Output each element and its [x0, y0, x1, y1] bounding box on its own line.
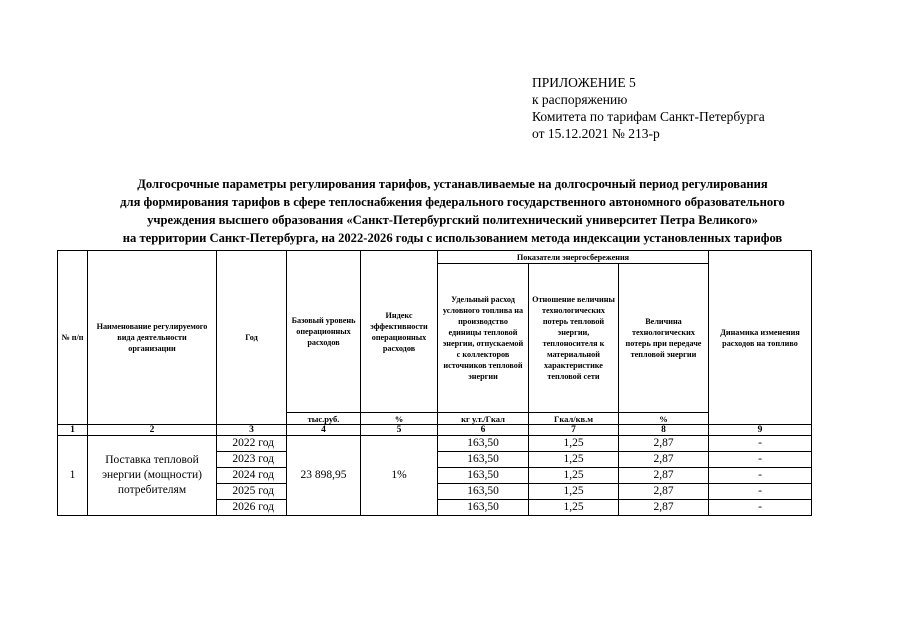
header-energy-group: Показатели энергосбережения	[438, 251, 709, 264]
appendix-line: от 15.12.2021 № 213-р	[532, 126, 660, 141]
row-base: 23 898,95	[287, 436, 361, 516]
unit-index: %	[361, 413, 438, 425]
row-ratio: 1,25	[529, 500, 619, 516]
header-num: № п/п	[58, 251, 88, 425]
unit-fuel: кг у.т./Гкал	[438, 413, 529, 425]
row-ratio: 1,25	[529, 452, 619, 468]
header-index: Индекс эффективности операционных расходов	[361, 251, 438, 413]
column-number: 3	[217, 425, 287, 436]
row-ratio: 1,25	[529, 436, 619, 452]
appendix-line: Комитета по тарифам Санкт-Петербурга	[532, 109, 765, 124]
title-line: Долгосрочные параметры регулирования тарифов, устанавливаемые на долгосрочный период регулирования	[137, 177, 768, 191]
header-ratio: Отношение величины технологических потерь тепловой энергии, теплоносителя к материальной характеристике тепловой сети	[529, 264, 619, 413]
appendix-title: ПРИЛОЖЕНИЕ 5	[532, 75, 636, 90]
row-year: 2024 год	[217, 468, 287, 484]
unit-base: тыс.руб.	[287, 413, 361, 425]
header-name: Наименование регулируемого вида деятельности организации	[88, 251, 217, 425]
row-dynamics: -	[709, 436, 812, 452]
header-base: Базовый уровень операционных расходов	[287, 251, 361, 413]
column-number: 6	[438, 425, 529, 436]
column-number: 4	[287, 425, 361, 436]
row-losses: 2,87	[619, 436, 709, 452]
row-losses: 2,87	[619, 452, 709, 468]
row-losses: 2,87	[619, 484, 709, 500]
header-fuel: Удельный расход условного топлива на производство единицы тепловой энергии, отпускаемой с коллекторов источников тепловой энергии	[438, 264, 529, 413]
row-year: 2023 год	[217, 452, 287, 468]
row-fuel: 163,50	[438, 484, 529, 500]
unit-losses: %	[619, 413, 709, 425]
table-row	[58, 436, 812, 452]
appendix-line: к распоряжению	[532, 92, 628, 107]
header-year: Год	[217, 251, 287, 425]
unit-ratio: Гкал/кв.м	[529, 413, 619, 425]
row-losses: 2,87	[619, 500, 709, 516]
column-number: 1	[58, 425, 88, 436]
row-year: 2025 год	[217, 484, 287, 500]
row-fuel: 163,50	[438, 500, 529, 516]
parameters-table	[57, 250, 812, 516]
row-losses: 2,87	[619, 468, 709, 484]
column-number: 2	[88, 425, 217, 436]
column-number: 7	[529, 425, 619, 436]
document-title	[40, 175, 865, 247]
title-line: учреждения высшего образования «Санкт-Петербургский политехнический университет Петра Великого»	[147, 213, 758, 227]
row-fuel: 163,50	[438, 452, 529, 468]
row-index: 1%	[361, 436, 438, 516]
row-ratio: 1,25	[529, 484, 619, 500]
row-fuel: 163,50	[438, 468, 529, 484]
row-name: Поставка тепловой энергии (мощности) потребителям	[88, 436, 217, 516]
row-dynamics: -	[709, 468, 812, 484]
title-line: на территории Санкт-Петербурга, на 2022-2026 годы с использованием метода индексации установленных тарифов	[122, 231, 783, 245]
header-losses: Величина технологических потерь при передаче тепловой энергии	[619, 264, 709, 413]
appendix-block	[532, 74, 765, 142]
row-ratio: 1,25	[529, 468, 619, 484]
column-number: 8	[619, 425, 709, 436]
row-dynamics: -	[709, 484, 812, 500]
row-num: 1	[58, 436, 88, 516]
row-year: 2022 год	[217, 436, 287, 452]
row-dynamics: -	[709, 452, 812, 468]
column-number: 5	[361, 425, 438, 436]
title-line: для формирования тарифов в сфере теплоснабжения федерального государственного автономного образовательного	[120, 195, 785, 209]
row-year: 2026 год	[217, 500, 287, 516]
header-dynamics: Динамика изменения расходов на топливо	[709, 251, 812, 425]
row-fuel: 163,50	[438, 436, 529, 452]
row-dynamics: -	[709, 500, 812, 516]
column-number: 9	[709, 425, 812, 436]
